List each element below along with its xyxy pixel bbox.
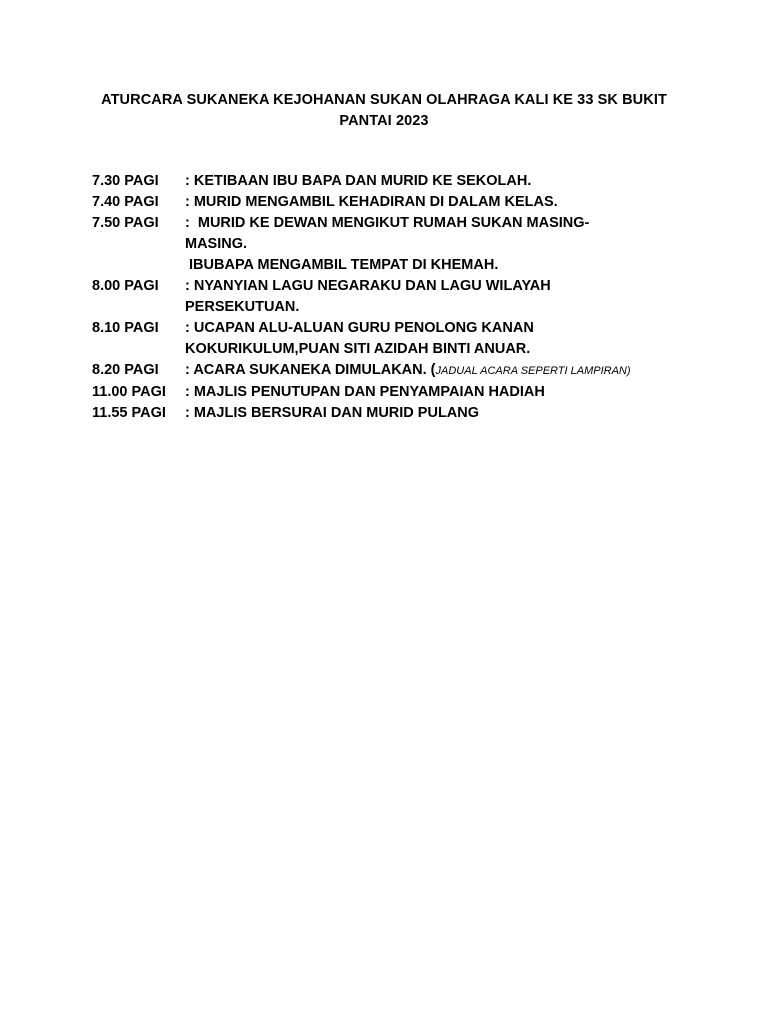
- title-line-1: ATURCARA SUKANEKA KEJOHANAN SUKAN OLAHRAGA KALI KE 33 SK BUKIT: [101, 92, 667, 108]
- description-line: [185, 360, 712, 382]
- schedule-time: 7.30 PAGI: [92, 173, 159, 189]
- schedule-time: 8.20 PAGI: [92, 362, 159, 378]
- description-line: MASING.: [185, 236, 248, 252]
- document-title: [80, 90, 688, 132]
- schedule-row: [92, 403, 712, 424]
- schedule-time: 7.50 PAGI: [92, 215, 159, 231]
- schedule-row: [92, 192, 712, 213]
- schedule-time: 11.00 PAGI: [92, 384, 166, 400]
- schedule-time: 11.55 PAGI: [92, 405, 166, 421]
- schedule-description: [185, 382, 712, 403]
- schedule-description: [185, 403, 712, 424]
- description-line: : MAJLIS BERSURAI DAN MURID PULANG: [185, 405, 480, 421]
- description-line: : NYANYIAN LAGU NEGARAKU DAN LAGU WILAYAH: [185, 278, 551, 294]
- schedule-row: [92, 213, 712, 276]
- description-line: : UCAPAN ALU-ALUAN GURU PENOLONG KANAN: [185, 320, 534, 336]
- description-line: : MAJLIS PENUTUPAN DAN PENYAMPAIAN HADIAH: [185, 384, 545, 400]
- schedule-row: [92, 318, 712, 360]
- description-line: PERSEKUTUAN.: [185, 299, 300, 315]
- schedule-row: [92, 276, 712, 318]
- title-line-2: PANTAI 2023: [339, 113, 429, 129]
- schedule-list: [92, 171, 712, 424]
- schedule-description: [185, 360, 712, 382]
- schedule-description: [185, 213, 712, 276]
- schedule-row: [92, 382, 712, 403]
- schedule-description: [185, 318, 712, 360]
- schedule-time: 8.10 PAGI: [92, 320, 159, 336]
- schedule-description: [185, 192, 712, 213]
- description-line: KOKURIKULUM,PUAN SITI AZIDAH BINTI ANUAR.: [185, 341, 531, 357]
- schedule-description: [185, 276, 712, 318]
- description-line: : MURID MENGAMBIL KEHADIRAN DI DALAM KELAS.: [185, 194, 558, 210]
- description-line: IBUBAPA MENGAMBIL TEMPAT DI KHEMAH.: [185, 257, 499, 273]
- schedule-time: 7.40 PAGI: [92, 194, 159, 210]
- schedule-row: [92, 360, 712, 382]
- schedule-note: JADUAL ACARA SEPERTI LAMPIRAN): [435, 365, 631, 377]
- description-text: : ACARA SUKANEKA DIMULAKAN. (: [185, 362, 436, 378]
- schedule-time: 8.00 PAGI: [92, 278, 159, 294]
- description-line: : KETIBAAN IBU BAPA DAN MURID KE SEKOLAH.: [185, 173, 532, 189]
- schedule-description: [185, 171, 712, 192]
- schedule-row: [92, 171, 712, 192]
- description-line: : MURID KE DEWAN MENGIKUT RUMAH SUKAN MASING-: [185, 215, 590, 231]
